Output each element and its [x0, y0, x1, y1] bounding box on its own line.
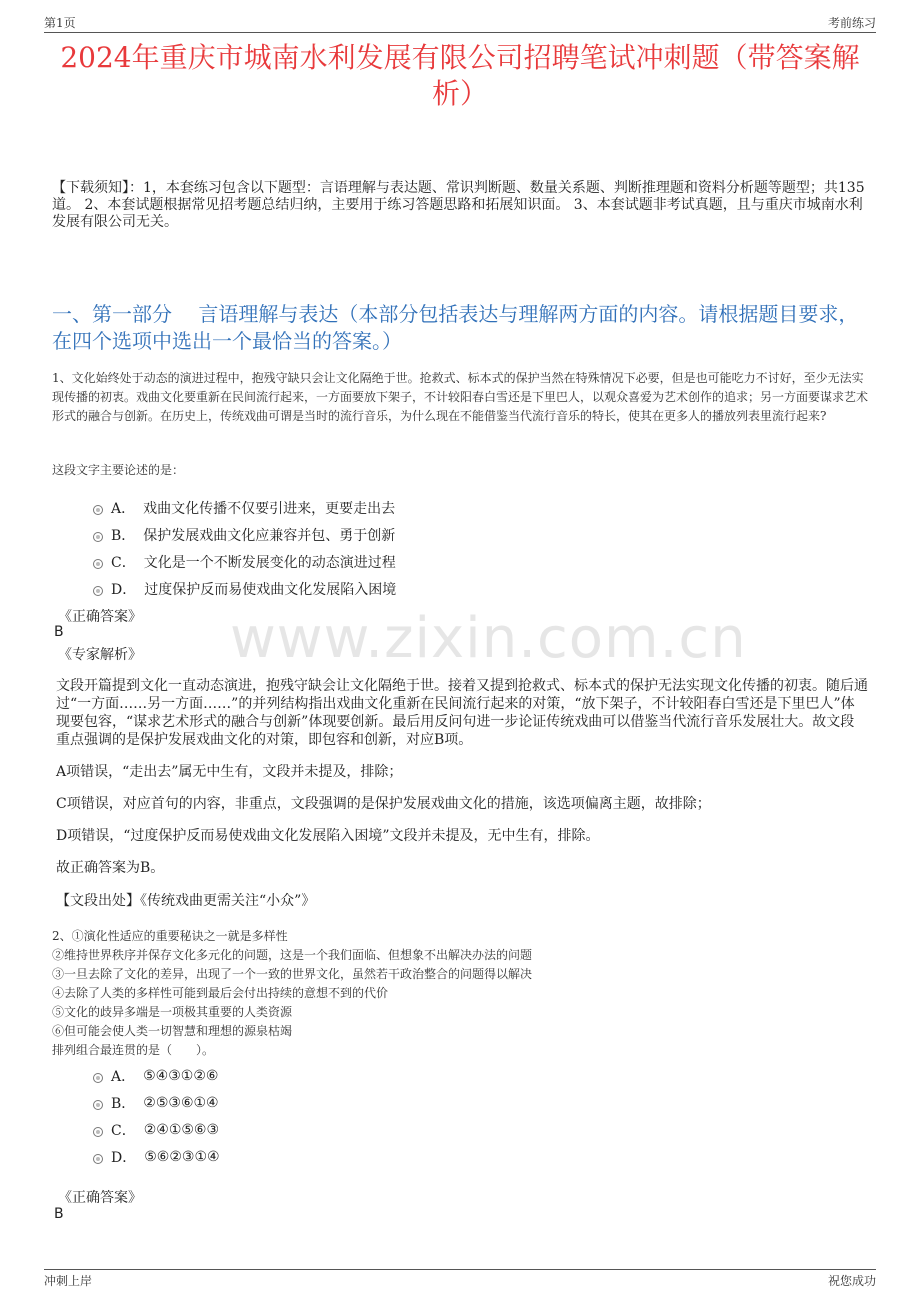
option-text: 过度保护反而易使戏曲文化发展陷入困境 [144, 581, 397, 598]
answer-value: B [54, 624, 64, 640]
option-b[interactable] [93, 521, 396, 548]
question-2-line: ③一旦去除了文化的差异，出现了一个一致的世界文化，虽然若干政治整合的问题得以解决 [52, 967, 533, 981]
question-2-prompt: 排列组合最连贯的是（ ）。 [52, 1043, 215, 1057]
radio-icon[interactable] [93, 1127, 103, 1137]
option-c[interactable] [93, 1116, 220, 1143]
option-a[interactable] [93, 1062, 220, 1089]
option-letter: A． [111, 500, 136, 517]
header-label: 考前练习 [827, 16, 876, 30]
option-text: ②⑤③⑥①④ [143, 1094, 219, 1111]
answer-label: 《正确答案》 [58, 1190, 142, 1206]
option-text: ②④①⑤⑥③ [143, 1121, 220, 1138]
question-1-text: 1、文化始终处于动态的演进过程中，抱残守缺只会让文化隔绝于世。抢救式、标本式的保护当然在特殊情况下必要，但是也可能吃力不讨好，至少无法实现传播的初衷。戏曲文化要重新在民间流行起来，一方面要放下架子，不计较阳春白雪还是下里巴人，以观众喜爱为艺术创作的追求；另一方面要谋求艺术形式的融合与创新。在历史上，传统戏曲可谓是当时的流行音乐，为什么现在不能借鉴当代流行音乐的特长，使其在更多人的播放列表里流行起来? [52, 371, 869, 423]
analysis-text: 文段开篇提到文化一直动态演进，抱残守缺会让文化隔绝于世。接着又提到抢救式、标本式的保护无法实现文化传播的初衷。随后通过“一方面……另一方面……”的并列结构指出戏曲文化重新在民间流行起来的对策，“放下架子，不计较阳春白雪还是下里巴人”体现要包容，“谋求艺术形式的融合与创新”体现要创新。最后用反问句进一步论证传统戏曲可以借鉴当代流行音乐发展壮大。故文段重点强调的是保护发展戏曲文化的对策，即包容和创新，对应B项。 [56, 678, 868, 748]
option-d[interactable] [93, 575, 396, 602]
analysis-label: 《专家解析》 [58, 647, 142, 663]
option-text: 保护发展戏曲文化应兼容并包、勇于创新 [143, 527, 396, 544]
option-c[interactable] [93, 548, 396, 575]
radio-icon[interactable] [93, 586, 103, 596]
question-2-line: ④去除了人类的多样性可能到最后会付出持续的意想不到的代价 [52, 986, 389, 1000]
radio-icon[interactable] [93, 505, 103, 515]
footer-divider [44, 1269, 876, 1270]
page-header [44, 14, 876, 32]
option-c-analysis: C项错误，对应首句的内容，非重点，文段强调的是保护发展戏曲文化的措施，该选项偏离主题，故排除； [56, 796, 711, 812]
option-text: ⑤④③①②⑥ [143, 1067, 219, 1084]
option-a[interactable] [93, 494, 396, 521]
answer-label: 《正确答案》 [58, 609, 142, 625]
radio-icon[interactable] [93, 1154, 103, 1164]
question-1-options [93, 494, 396, 602]
question-2-line: ②维持世界秩序并保存文化多元化的问题，这是一个我们面临、但想象不出解决办法的问题 [52, 948, 533, 962]
question-2-options [93, 1062, 220, 1170]
option-text: ⑤⑥②③①④ [144, 1148, 220, 1165]
radio-icon[interactable] [93, 1100, 103, 1110]
option-d-analysis: D项错误，“过度保护反而易使戏曲文化发展陷入困境”文段并未提及，无中生有，排除。 [56, 828, 600, 844]
answer-value: B [54, 1206, 64, 1222]
question-2-text [52, 927, 532, 1060]
option-letter: D． [111, 1149, 137, 1166]
conclusion: 故正确答案为B。 [56, 860, 165, 876]
option-text: 戏曲文化传播不仅要引进来，更要走出去 [143, 500, 396, 517]
footer-left-text: 冲刺上岸 [44, 1274, 93, 1288]
option-b[interactable] [93, 1089, 220, 1116]
radio-icon[interactable] [93, 559, 103, 569]
option-letter: D． [111, 581, 137, 598]
question-2-line: ⑥但可能会使人类一切智慧和理想的源泉枯竭 [52, 1024, 293, 1038]
question-1-prompt: 这段文字主要论述的是： [52, 463, 185, 477]
source-citation: 【文段出处】《传统戏曲更需关注“小众”》 [56, 893, 316, 909]
option-letter: A． [111, 1068, 136, 1085]
question-2-line: ⑤文化的歧异多端是一项极其重要的人类资源 [52, 1005, 293, 1019]
page-number: 第1页 [44, 16, 76, 30]
option-letter: B． [111, 527, 136, 544]
option-text: 文化是一个不断发展变化的动态演进过程 [143, 554, 396, 571]
watermark: www.zixin.com.cn [230, 606, 747, 671]
page-footer [44, 1272, 876, 1290]
question-2-line: 2、①演化性适应的重要秘诀之一就是多样性 [52, 929, 288, 943]
section-heading: 一、第一部分 言语理解与表达（本部分包括表达与理解两方面的内容。请根据题目要求，在四个选项中选出一个最恰当的答案。） [52, 302, 859, 353]
document-title: 2024年重庆市城南水利发展有限公司招聘笔试冲刺题（带答案解析） [60, 41, 860, 110]
radio-icon[interactable] [93, 1073, 103, 1083]
radio-icon[interactable] [93, 532, 103, 542]
option-letter: B． [111, 1095, 136, 1112]
option-letter: C． [111, 1122, 136, 1139]
header-divider [44, 32, 876, 33]
option-d[interactable] [93, 1143, 220, 1170]
footer-right-text: 祝您成功 [827, 1274, 876, 1288]
option-a-analysis: A项错误，“走出去”属无中生有，文段并未提及，排除； [56, 764, 403, 780]
option-letter: C． [111, 554, 136, 571]
download-notice: 【下载须知】：1，本套练习包含以下题型：言语理解与表达题、常识判断题、数量关系题、判断推理题和资料分析题等题型；共135道。 2、本套试题根据常见招考题总结归纳，主要用于练习答题思路和拓展知识面。 3、本套试题非考试真题，且与重庆市城南水利发展有限公司无关。 [52, 180, 865, 230]
